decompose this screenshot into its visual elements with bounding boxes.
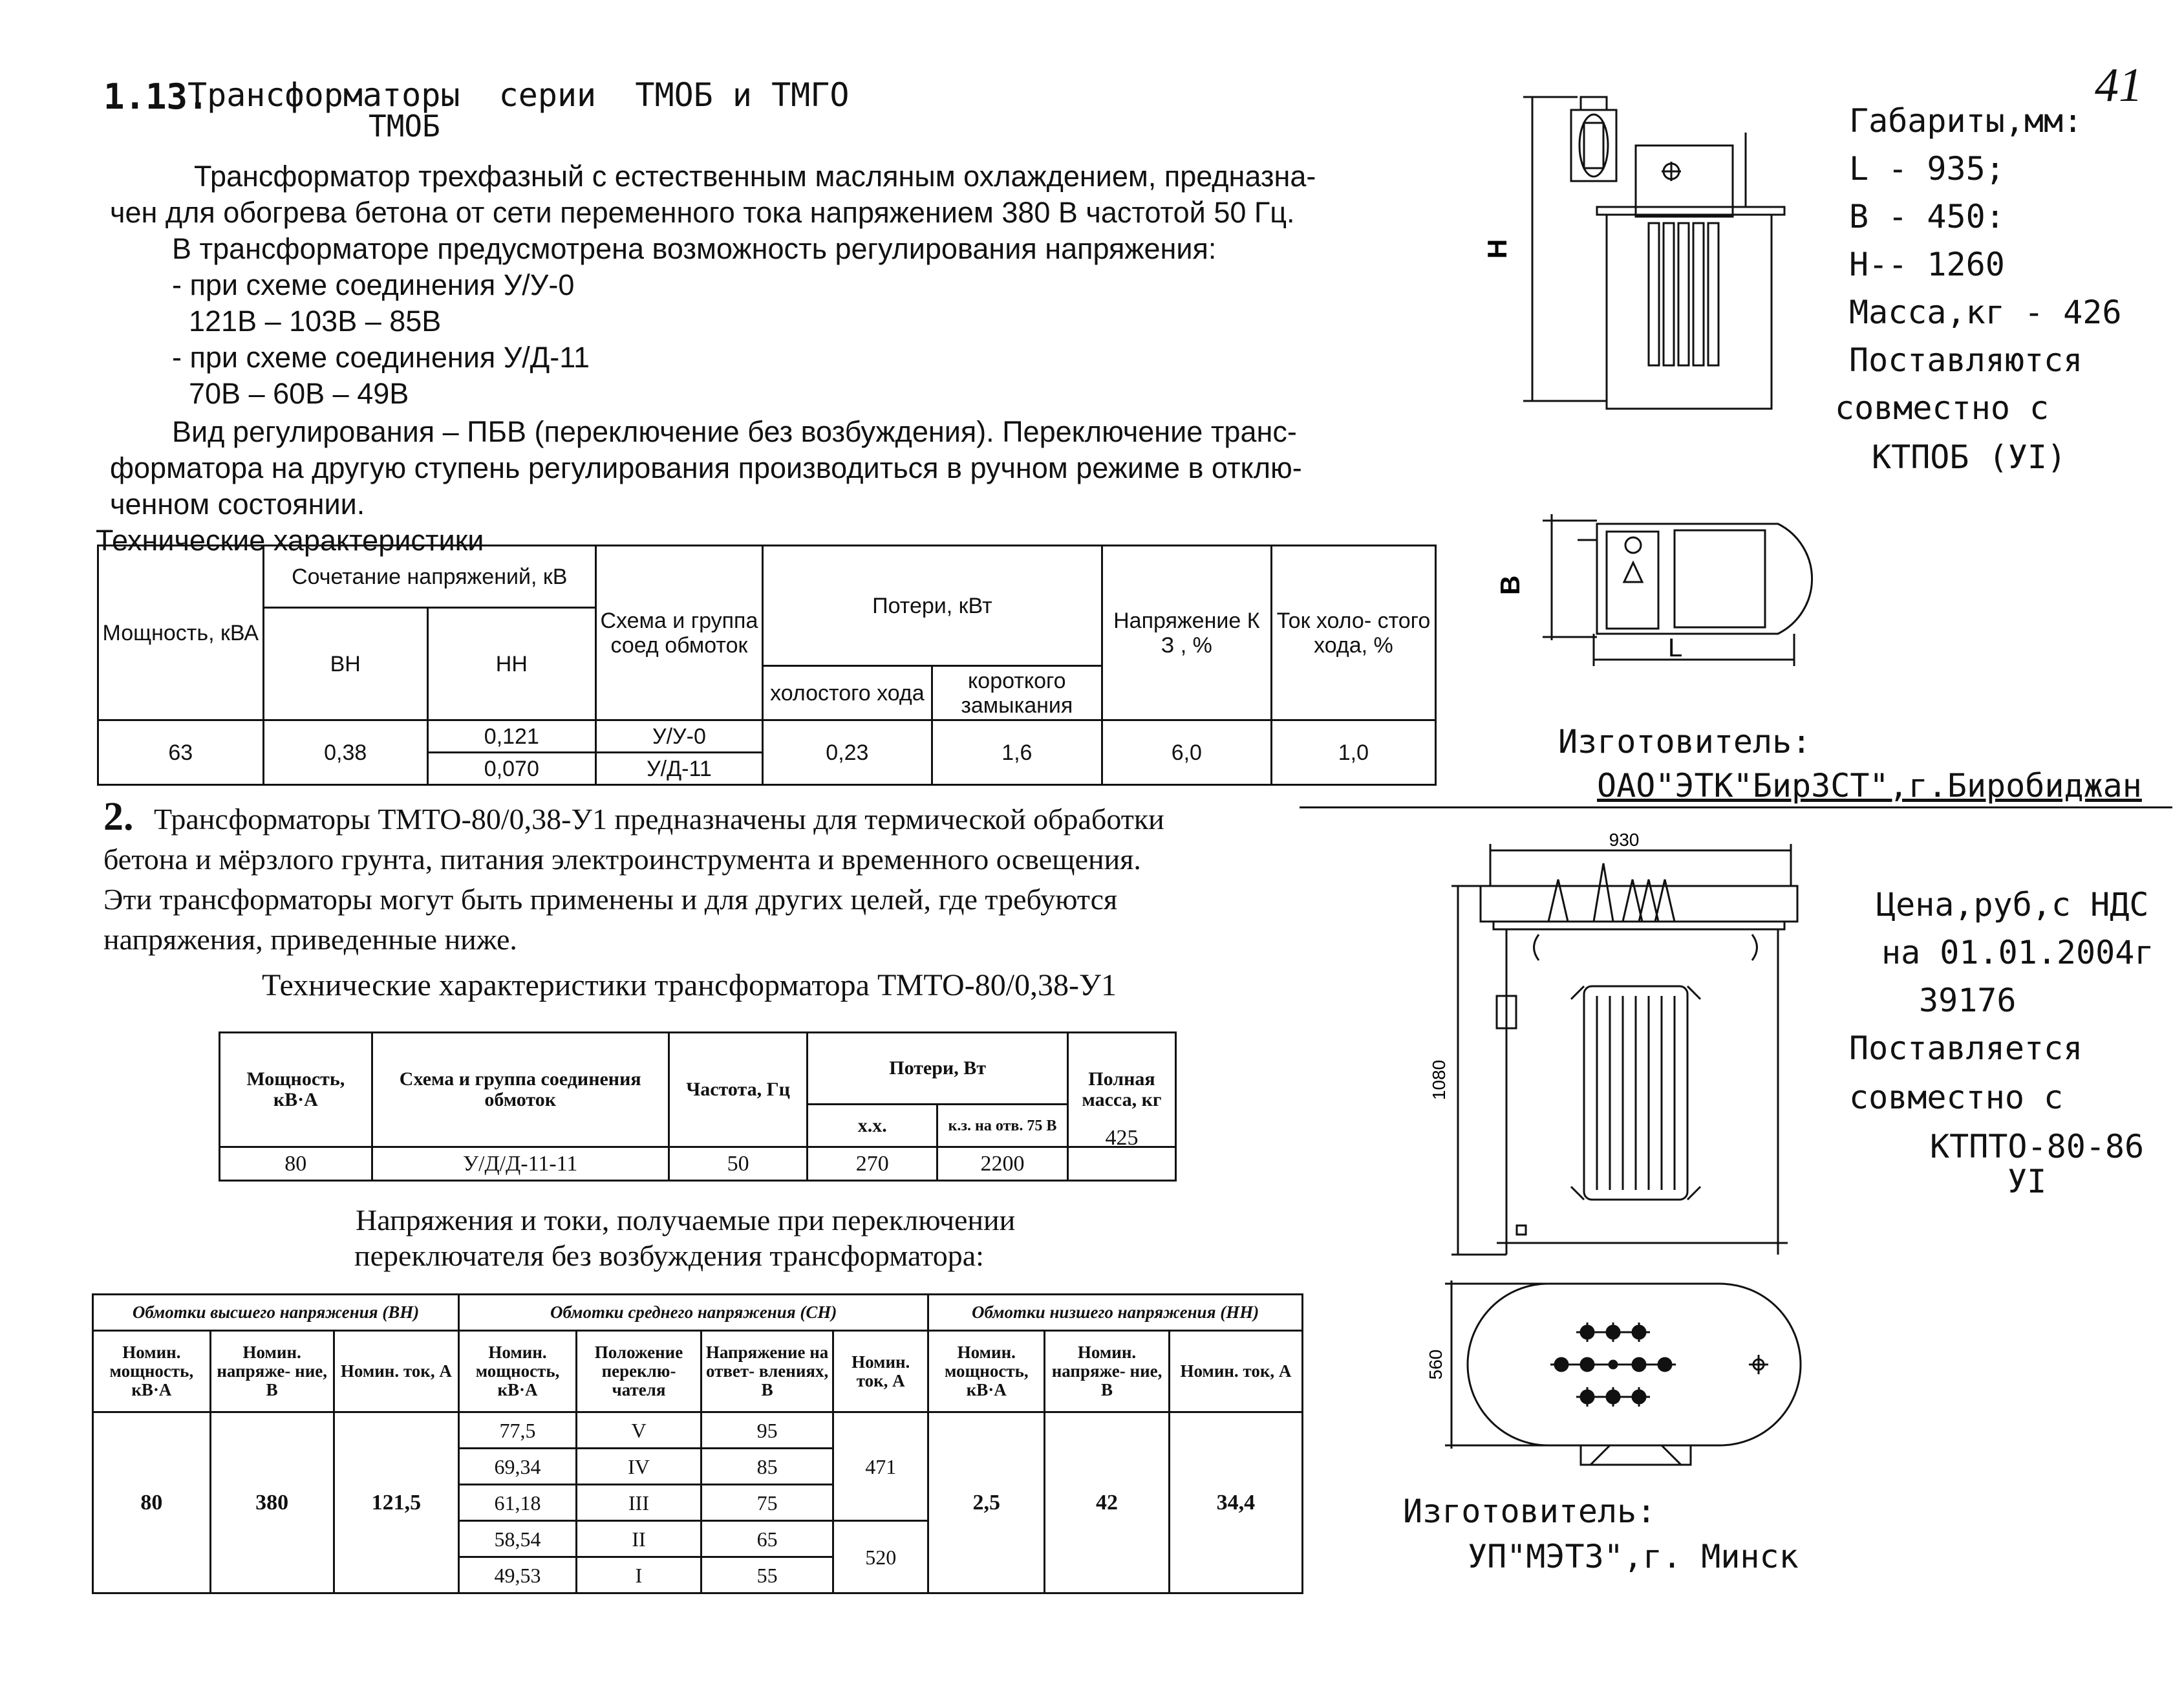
header-hv-power: Номин. мощность, кВ·А <box>93 1331 211 1412</box>
cell-mv-current: 471 <box>833 1412 928 1521</box>
ktp-text: КТПТО-80-86 <box>1930 1128 2145 1165</box>
dim-b: В - 450: <box>1849 198 2005 235</box>
section2-line: Трансформаторы ТМТО-80/0,38-У1 предназначены для термической обработки <box>154 803 1164 836</box>
cell-mass: 425 <box>1067 1121 1175 1155</box>
cell-tap-voltage: 65 <box>701 1521 833 1557</box>
price-label: Цена,руб,с НДС <box>1876 886 2149 923</box>
section2-line: напряжения, приведенные ниже. <box>103 923 517 956</box>
price-date: на 01.01.2004г <box>1881 934 2154 971</box>
cell-voltage-sc: 6,0 <box>1102 720 1271 785</box>
drawing-label-l: L <box>1668 634 1683 662</box>
supplied-text: Поставляется <box>1849 1030 2083 1067</box>
section2-line: бетона и мёрзлого грунта, питания электроинструмента и временного освещения. <box>103 843 1141 876</box>
cell-power: 80 <box>220 1147 372 1181</box>
maker-name: УП"МЭТЗ",г. Минск <box>1468 1538 1799 1575</box>
cell-scheme: У/Д-11 <box>595 753 762 785</box>
tmto-drawing <box>1416 828 1830 1481</box>
cell-hv-voltage: 380 <box>210 1412 334 1593</box>
cell-tap-voltage: 75 <box>701 1485 833 1521</box>
table3-caption-line2: переключателя без возбуждения трансформатора: <box>354 1239 984 1272</box>
cell-lv: 0,121 <box>427 720 595 753</box>
header-voltage-combo: Сочетание напряжений, кВ <box>263 546 595 608</box>
table2-caption: Технические характеристики трансформатора ТМТО-80/0,38-У1 <box>262 968 1117 1002</box>
cell-mv-power: 77,5 <box>459 1412 577 1449</box>
together-text: совместно с <box>1849 1079 2064 1116</box>
paragraph-line: ченном состоянии. <box>110 488 365 521</box>
header-no-load-current: Ток холо- стого хода, % <box>1271 546 1435 720</box>
maker-label: Изготовитель: <box>1403 1493 1656 1530</box>
cell-xx: 270 <box>808 1147 937 1181</box>
mass-text: Масса,кг - 426 <box>1849 294 2122 331</box>
separator-line <box>1300 806 2172 808</box>
price-value: 39176 <box>1919 982 2017 1019</box>
section-number: 1.13. <box>103 76 209 117</box>
maker-label: Изготовитель: <box>1558 723 1812 761</box>
switch-voltages-table <box>92 1293 1303 1594</box>
cell-hv: 0,38 <box>263 720 427 785</box>
header-hv-voltage: Номин. напряже- ние, В <box>210 1331 334 1412</box>
cell-mv-power: 58,54 <box>459 1521 577 1557</box>
header-hv-current: Номин. ток, А <box>334 1331 459 1412</box>
header-power: Мощность, кВА <box>98 546 264 720</box>
paragraph-line: В трансформаторе предусмотрена возможность регулирования напряжения: <box>172 232 1217 265</box>
ktp-text: КТПОБ (УI) <box>1872 438 2067 476</box>
cell-no-load: 0,23 <box>762 720 932 785</box>
page-number: 41 <box>2095 59 2143 112</box>
header-voltage-sc: Напряжение К З , % <box>1102 546 1271 720</box>
cell-switch-pos: III <box>576 1485 701 1521</box>
tmob-drawing <box>1481 84 1817 705</box>
cell-short-circuit: 1,6 <box>932 720 1102 785</box>
dim-depth-label: 560 <box>1426 1349 1446 1380</box>
cell-mv-power: 49,53 <box>459 1557 577 1593</box>
header-mv-current: Номин. ток, А <box>833 1331 928 1412</box>
header-kz: к.з. на отв. 75 В <box>937 1105 1068 1147</box>
cell-mv-power: 69,34 <box>459 1449 577 1485</box>
dim-height-label: 1080 <box>1429 1059 1449 1101</box>
header-switch-pos: Положение переклю- чателя <box>576 1331 701 1412</box>
header-lv-voltage: Номин. напряже- ние, В <box>1045 1331 1170 1412</box>
together-text: совместно с <box>1835 389 2050 427</box>
header-freq: Частота, Гц <box>669 1033 808 1147</box>
paragraph-line: форматора на другую ступень регулирования производиться в ручном режиме в отклю- <box>110 451 1302 484</box>
header-losses: Потери, кВт <box>762 546 1102 666</box>
header-no-load: холостого хода <box>762 666 932 720</box>
section2-number: 2. <box>103 795 134 839</box>
header-xx: х.х. <box>808 1105 937 1147</box>
header-lv: НН <box>427 608 595 720</box>
paragraph-line: 70В – 60В – 49В <box>189 377 409 410</box>
cell-lv-current: 34,4 <box>1169 1412 1302 1593</box>
header-mv-power: Номин. мощность, кВ·А <box>459 1331 577 1412</box>
tmto-specs-table <box>219 1031 1177 1182</box>
paragraph-line: Трансформатор трехфазный с естественным масляным охлаждением, предназна- <box>194 160 1316 193</box>
header-hv: ВН <box>263 608 427 720</box>
cell-tap-voltage: 55 <box>701 1557 833 1593</box>
header-short-circuit: короткого замыкания <box>932 666 1102 720</box>
cell-hv-current: 121,5 <box>334 1412 459 1593</box>
header-scheme: Схема и группа соед обмоток <box>595 546 762 720</box>
cell-switch-pos: V <box>576 1412 701 1449</box>
cell-switch-pos: IV <box>576 1449 701 1485</box>
section2-line: Эти трансформаторы могут быть применены и для других целей, где требуются <box>103 883 1118 916</box>
dims-title: Габариты,мм: <box>1849 102 2083 140</box>
cell-switch-pos: I <box>576 1557 701 1593</box>
cell-tap-voltage: 95 <box>701 1412 833 1449</box>
ktp-text-2: УI <box>2007 1163 2047 1200</box>
dim-h: Н-- 1260 <box>1849 246 2005 283</box>
header-scheme: Схема и группа соединения обмоток <box>372 1033 669 1147</box>
group-lv: Обмотки низшего напряжения (НН) <box>928 1295 1303 1331</box>
cell-scheme: У/У-0 <box>595 720 762 753</box>
cell-tap-voltage: 85 <box>701 1449 833 1485</box>
drawing-label-h: Н <box>1482 239 1512 259</box>
paragraph-line: Вид регулирования – ПБВ (переключение без возбуждения). Переключение транс- <box>172 415 1297 448</box>
cell-switch-pos: II <box>576 1521 701 1557</box>
paragraph-line: - при схеме соединения У/Д-11 <box>172 341 590 374</box>
cell-no-load-current: 1,0 <box>1271 720 1435 785</box>
maker-name: ОАО"ЭТК"БирЗСТ",г.Биробиджан <box>1597 767 2142 804</box>
cell-hv-power: 80 <box>93 1412 211 1593</box>
header-lv-current: Номин. ток, А <box>1169 1331 1302 1412</box>
header-lv-power: Номин. мощность, кВ·А <box>928 1331 1045 1412</box>
cell-lv: 0,070 <box>427 753 595 785</box>
supplied-text: Поставляются <box>1849 341 2083 379</box>
cell-lv-power: 2,5 <box>928 1412 1045 1593</box>
cell-mv-current: 520 <box>833 1521 928 1593</box>
header-power: Мощность, кВ·А <box>220 1033 372 1147</box>
cell-kz: 2200 <box>937 1147 1068 1181</box>
cell-scheme: У/Д/Д-11-11 <box>372 1147 669 1181</box>
paragraph-line: чен для обогрева бетона от сети переменного тока напряжением 380 В частотой 50 Гц. <box>110 196 1295 229</box>
tech-specs-table <box>97 545 1437 786</box>
header-tap-voltage: Напряжение на ответ- влениях, В <box>701 1331 833 1412</box>
group-hv: Обмотки высшего напряжения (ВН) <box>93 1295 459 1331</box>
dim-l: L - 935; <box>1849 150 2005 188</box>
header-losses: Потери, Вт <box>808 1033 1068 1105</box>
header-mass: Полная масса, кг <box>1067 1033 1175 1147</box>
section-subtitle: ТМОБ <box>369 109 440 144</box>
drawing-label-b: В <box>1495 575 1525 595</box>
dim-width-label: 930 <box>1609 830 1640 850</box>
group-mv: Обмотки среднего напряжения (СН) <box>459 1295 928 1331</box>
cell-mv-power: 61,18 <box>459 1485 577 1521</box>
cell-power: 63 <box>98 720 264 785</box>
paragraph-line: - при схеме соединения У/У-0 <box>172 268 575 301</box>
table3-caption-line1: Напряжения и токи, получаемые при переключении <box>356 1204 1016 1236</box>
section-title: Трансформаторы серии ТМОБ и ТМГО <box>187 76 850 114</box>
cell-lv-voltage: 42 <box>1045 1412 1170 1593</box>
paragraph-line: 121В – 103В – 85В <box>189 305 442 338</box>
table-caption: Технические характеристики <box>96 524 484 557</box>
cell-freq: 50 <box>669 1147 808 1181</box>
